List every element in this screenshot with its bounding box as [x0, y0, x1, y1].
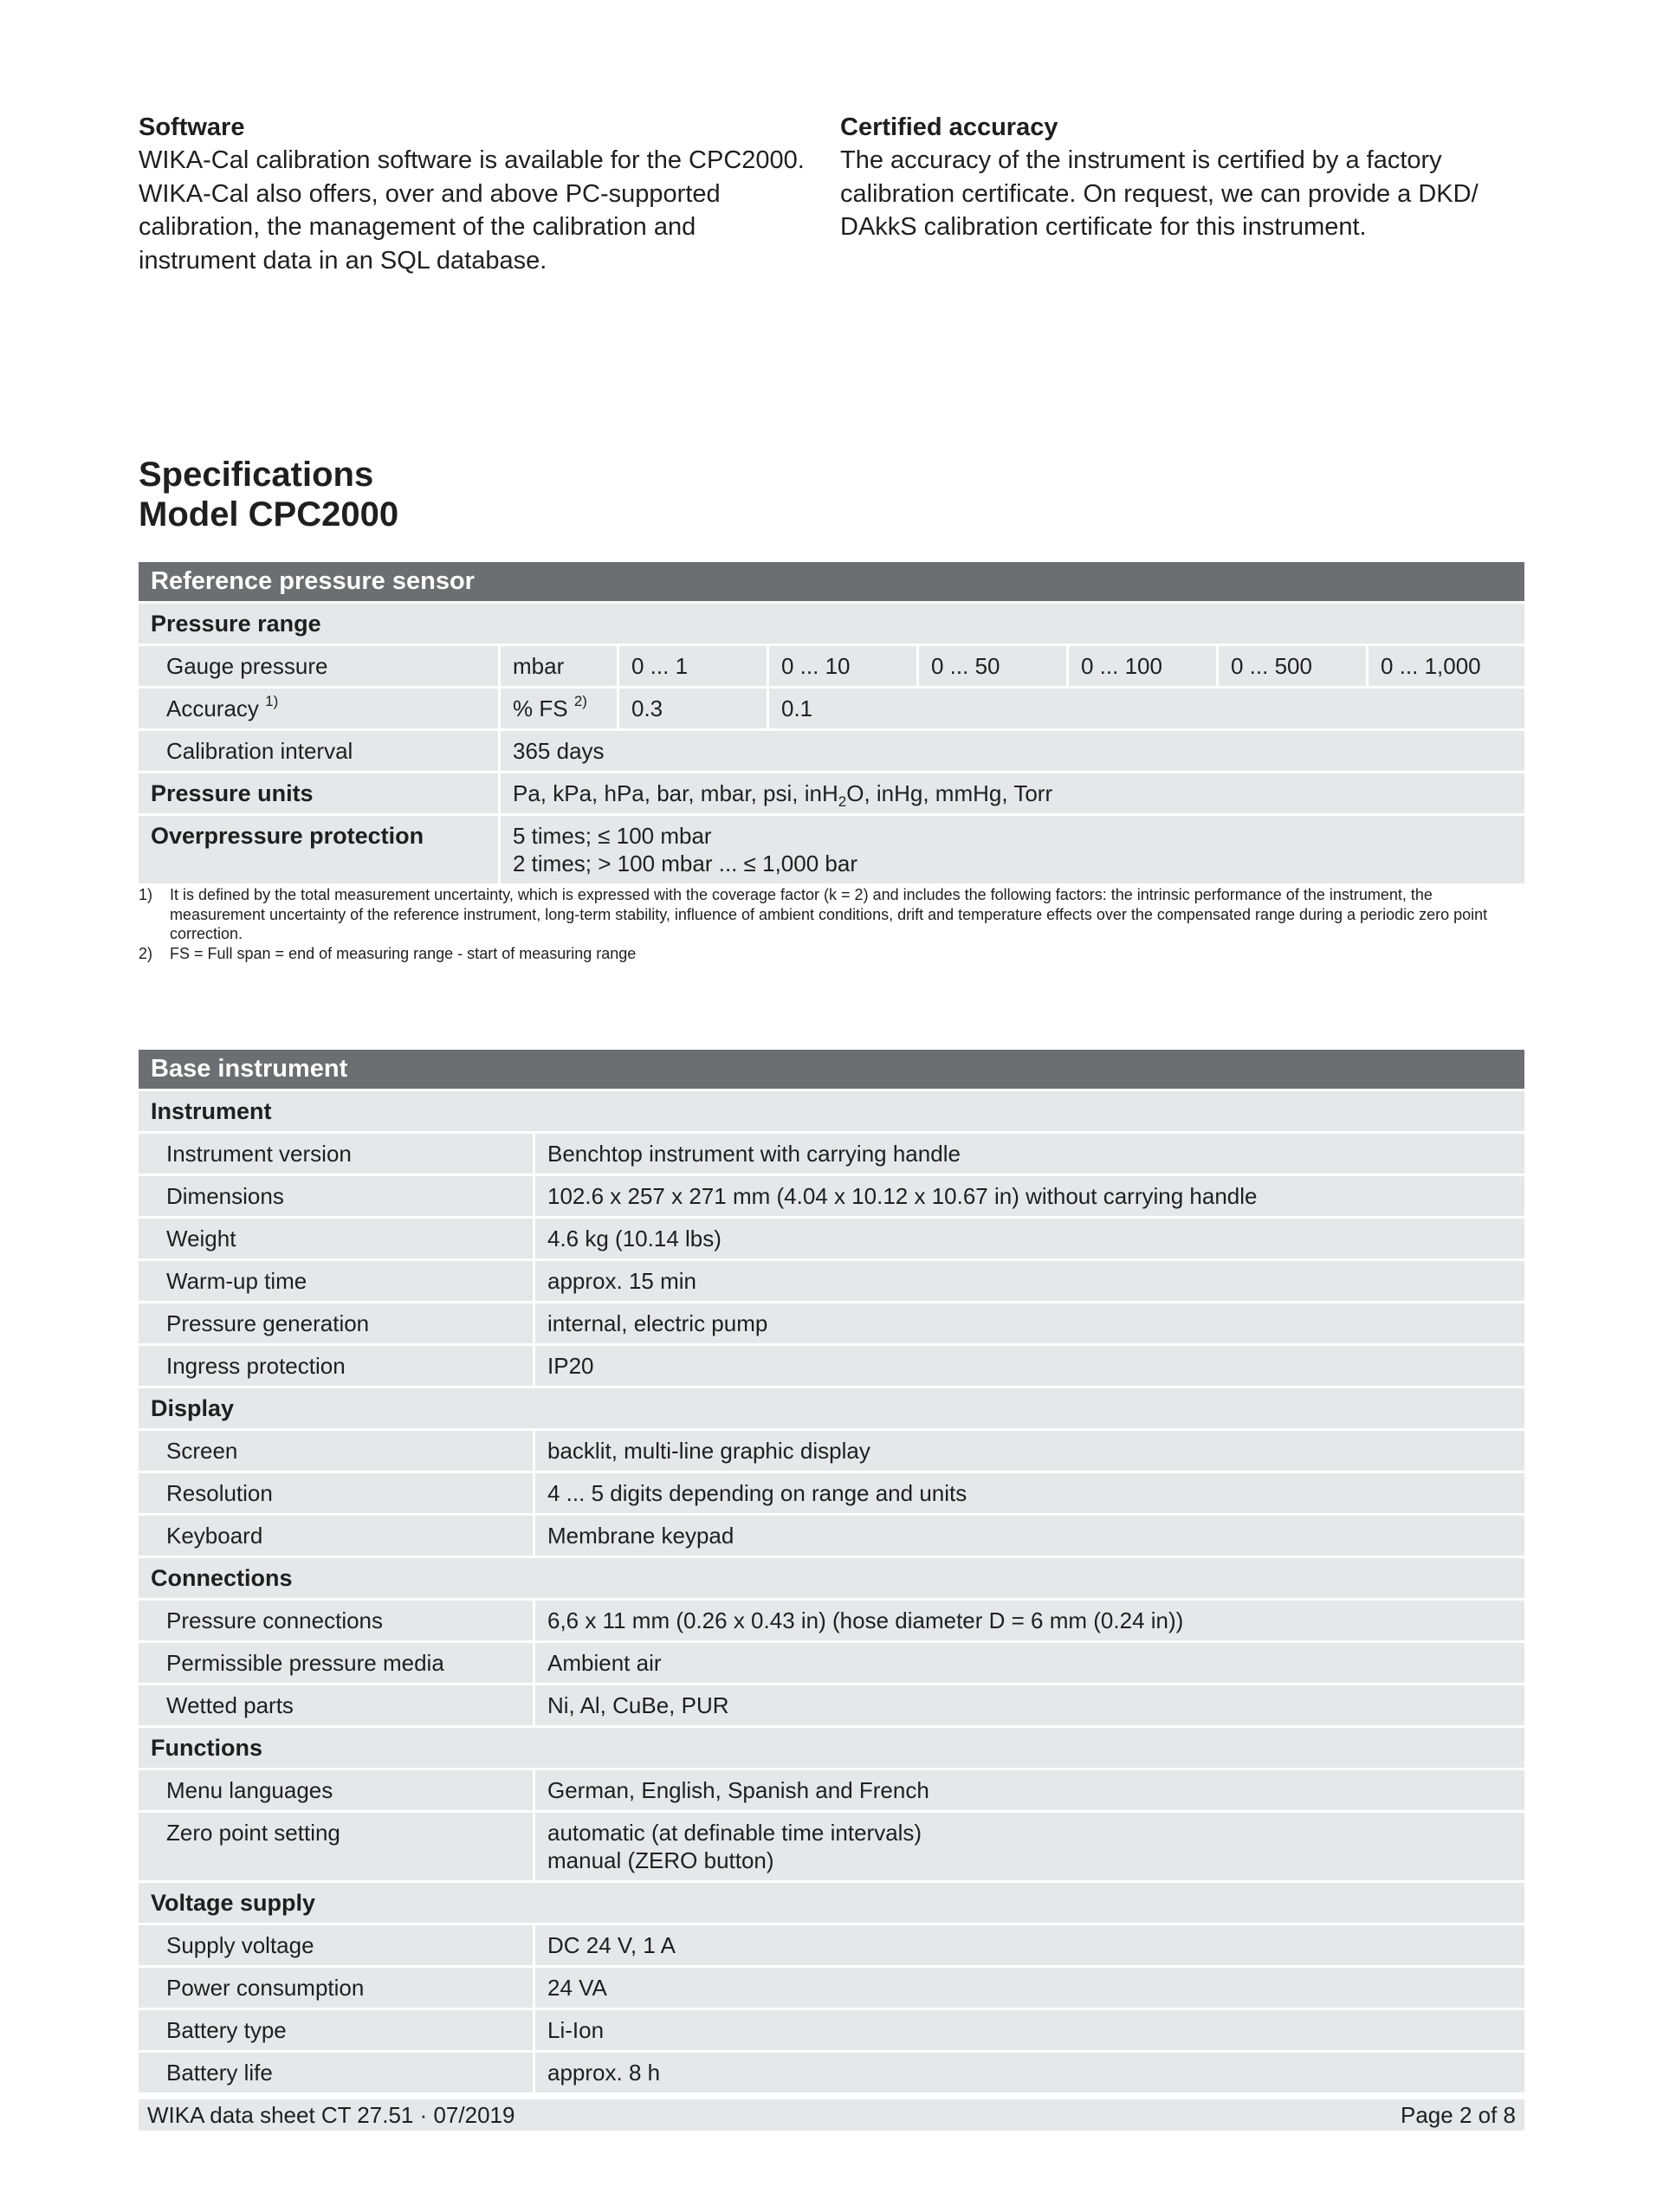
software-section [139, 111, 823, 277]
footnote-text: FS = Full span = end of measuring range - start of measuring range [170, 944, 637, 962]
row-value-text: 102.6 x 257 x 271 mm (4.04 x 10.12 x 10.67 in) without carrying handle [547, 1183, 1258, 1209]
spec-title-line2: Model CPC2000 [139, 495, 399, 534]
row-value-text: 24 VA [547, 1975, 607, 2001]
row-label: Dimensions [139, 1176, 533, 1216]
row-label: Warm-up time [139, 1261, 533, 1301]
row-value [535, 1431, 1524, 1471]
calibration-interval-label: Calibration interval [139, 731, 498, 771]
footer-document-id: WIKA data sheet CT 27.51 · 07/2019 [147, 2101, 515, 2128]
units-subscript: 2 [838, 793, 847, 811]
accuracy-value: 0.3 [619, 689, 767, 728]
row-value-text: approx. 15 min [547, 1268, 696, 1294]
row-value [535, 1643, 1524, 1683]
row-value [535, 1134, 1524, 1174]
calibration-interval-value: 365 days [501, 731, 1524, 771]
row-value-text: 4 ... 5 digits depending on range and units [547, 1480, 967, 1506]
row-label: Screen [139, 1431, 533, 1471]
row-value-text: 6,6 x 11 mm (0.26 x 0.43 in) (hose diameter D = 6 mm (0.24 in)) [547, 1607, 1184, 1633]
spec-title-line1: Specifications [139, 456, 374, 494]
accuracy-value: 0.1 [769, 689, 1524, 728]
row-label: Pressure connections [139, 1601, 533, 1640]
row-value-text: manual (ZERO button) [547, 1847, 774, 1873]
table-row [139, 1813, 1524, 1880]
footnote-number: 1) [139, 886, 153, 903]
row-label: Wetted parts [139, 1685, 533, 1725]
calibration-interval-row [139, 731, 1524, 771]
table-row [139, 2053, 1524, 2092]
range-value: 0 ... 100 [1069, 646, 1216, 686]
row-label: Power consumption [139, 1968, 533, 2008]
gauge-pressure-row [139, 646, 1524, 686]
units-text-a: Pa, kPa, hPa, bar, mbar, psi, inH [513, 780, 838, 806]
table-row [139, 1968, 1524, 2008]
base-instrument-table [139, 1050, 1524, 2095]
certified-accuracy-heading: Certified accuracy [840, 113, 1058, 141]
row-value-text: Ambient air [547, 1650, 662, 1676]
section-title: Connections [139, 1558, 1524, 1598]
gauge-pressure-label: Gauge pressure [139, 646, 498, 686]
row-value [535, 1219, 1524, 1258]
range-value: 0 ... 1 [619, 646, 767, 686]
row-value [535, 1601, 1524, 1640]
pressure-units-label: Pressure units [139, 773, 498, 813]
table-row [139, 1473, 1524, 1513]
section-row [139, 1728, 1524, 1768]
accuracy-unit: % FS [513, 695, 568, 721]
accuracy-unit-cell [501, 689, 617, 728]
range-value: 0 ... 1,000 [1369, 646, 1524, 686]
row-value-text: German, English, Spanish and French [547, 1777, 929, 1803]
row-label: Battery type [139, 2010, 533, 2050]
row-value-text: Ni, Al, CuBe, PUR [547, 1692, 729, 1718]
units-text-b: O, inHg, mmHg, Torr [846, 780, 1053, 806]
row-value [535, 1685, 1524, 1725]
row-value [535, 1968, 1524, 2008]
range-value: 0 ... 500 [1219, 646, 1366, 686]
section-row [139, 1883, 1524, 1923]
base-table-body [139, 1091, 1524, 2092]
row-label: Pressure generation [139, 1303, 533, 1343]
row-value-text: approx. 8 h [547, 2060, 661, 2086]
pressure-units-row [139, 773, 1524, 813]
section-title: Display [139, 1388, 1524, 1428]
footer-page-number: Page 2 of 8 [1401, 2101, 1516, 2128]
row-value-text: backlit, multi-line graphic display [547, 1438, 870, 1464]
row-label: Weight [139, 1219, 533, 1258]
row-value [535, 1770, 1524, 1810]
row-value [535, 1925, 1524, 1965]
accuracy-label: Accuracy [166, 695, 259, 721]
table-row [139, 1431, 1524, 1471]
row-label: Ingress protection [139, 1346, 533, 1386]
section-row [139, 1558, 1524, 1598]
row-value [535, 1346, 1524, 1386]
table-row [139, 1516, 1524, 1556]
base-table-header: Base instrument [139, 1050, 1524, 1089]
table-row [139, 1685, 1524, 1725]
pressure-range-label: Pressure range [139, 604, 1524, 644]
section-title: Instrument [139, 1091, 1524, 1131]
table-row [139, 1176, 1524, 1216]
footnote-ref: 2) [573, 693, 587, 710]
specifications-title [139, 455, 398, 534]
row-label: Keyboard [139, 1516, 533, 1556]
overpressure-row [139, 816, 1524, 883]
row-value-text: DC 24 V, 1 A [547, 1932, 676, 1958]
intro-columns [139, 111, 1524, 277]
table-row [139, 1346, 1524, 1386]
row-value [535, 1261, 1524, 1301]
page-footer [139, 2099, 1524, 2131]
row-label: Permissible pressure media [139, 1643, 533, 1683]
certified-accuracy-section [840, 111, 1524, 277]
reference-table-header: Reference pressure sensor [139, 562, 1524, 601]
row-value-text: Membrane keypad [547, 1523, 734, 1549]
range-value: 0 ... 50 [919, 646, 1066, 686]
section-title: Functions [139, 1728, 1524, 1768]
row-label: Zero point setting [139, 1813, 533, 1880]
section-row [139, 1388, 1524, 1428]
table-row [139, 1925, 1524, 1965]
table-row [139, 1303, 1524, 1343]
row-label: Menu languages [139, 1770, 533, 1810]
row-value-text: Li-Ion [547, 2017, 605, 2043]
row-label: Resolution [139, 1473, 533, 1513]
reference-sensor-table [139, 562, 1524, 886]
table-row [139, 1601, 1524, 1640]
row-label: Battery life [139, 2053, 533, 2092]
footnote [139, 944, 1524, 964]
range-value: 0 ... 10 [769, 646, 916, 686]
accuracy-label-cell [139, 689, 498, 728]
footnote-number: 2) [139, 944, 153, 962]
overpressure-label: Overpressure protection [139, 816, 498, 883]
row-value-text: 4.6 kg (10.14 lbs) [547, 1226, 721, 1252]
software-text: WIKA-Cal calibration software is available for the CPC2000. WIKA-Cal also offers, over and above PC-supported calibration, the management of the calibration and instrument data in an SQL database. [139, 146, 805, 275]
row-value-text: automatic (at definable time intervals) [547, 1820, 922, 1846]
row-value [535, 1516, 1524, 1556]
row-label: Instrument version [139, 1134, 533, 1174]
table-row [139, 1770, 1524, 1810]
certified-accuracy-text: The accuracy of the instrument is certified by a factory calibration certificate. On request, we can provide a DKD/ DAkkS calibration certificate for this instrument. [840, 146, 1479, 241]
gauge-unit: mbar [501, 646, 617, 686]
footnote-text: It is defined by the total measurement uncertainty, which is expressed with the coverage factor (k = 2) and includes the following factors: the intrinsic performance of the instrument, the measurement uncertainty of the reference instrument, long-term stability, influence of ambient conditions, drift and temperature effects over the compensated range during a periodic zero point correction. [170, 886, 1488, 942]
table-row [139, 1219, 1524, 1258]
pressure-units-value [501, 773, 1524, 813]
row-value [535, 1813, 1524, 1880]
table-row [139, 1643, 1524, 1683]
row-value-text: IP20 [547, 1353, 594, 1379]
table-row [139, 2010, 1524, 2050]
row-value [535, 1303, 1524, 1343]
row-value [535, 2010, 1524, 2050]
row-value [535, 1176, 1524, 1216]
table-row [139, 1261, 1524, 1301]
section-row [139, 604, 1524, 644]
table-row [139, 1134, 1524, 1174]
row-value [535, 1473, 1524, 1513]
row-label: Supply voltage [139, 1925, 533, 1965]
row-value [535, 2053, 1524, 2092]
section-row [139, 1091, 1524, 1131]
section-title: Voltage supply [139, 1883, 1524, 1923]
software-heading: Software [139, 113, 245, 141]
row-value-text: Benchtop instrument with carrying handle [547, 1141, 961, 1167]
overpressure-line1: 5 times; ≤ 100 mbar [513, 823, 712, 849]
overpressure-line2: 2 times; > 100 mbar ... ≤ 1,000 bar [513, 851, 857, 876]
footnote-ref: 1) [265, 693, 279, 710]
footnote [139, 885, 1524, 944]
accuracy-row [139, 689, 1524, 728]
overpressure-value [501, 816, 1524, 883]
footnotes [139, 885, 1524, 963]
row-value-text: internal, electric pump [547, 1310, 768, 1336]
